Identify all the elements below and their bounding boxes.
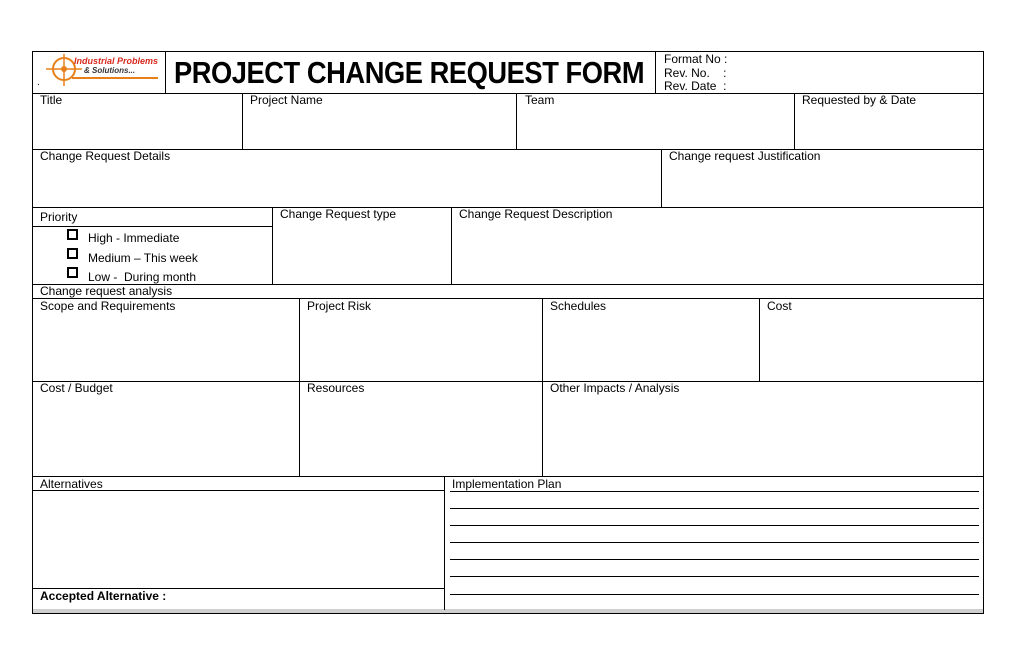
title-field-label: Title <box>40 93 63 107</box>
format-no-label: Format No : <box>664 52 728 66</box>
request-description-label: Change Request Description <box>459 207 613 221</box>
requested-by-label: Requested by & Date <box>802 93 917 107</box>
cost-budget-label: Cost / Budget <box>40 381 113 395</box>
alternatives-label: Alternatives <box>40 477 103 491</box>
team-label: Team <box>525 93 555 107</box>
priority-high-label: High - Immediate <box>88 231 180 245</box>
priority-medium-checkbox[interactable] <box>67 248 78 259</box>
implementation-line <box>450 491 979 492</box>
accepted-alternative-label: Accepted Alternative : <box>40 589 167 603</box>
logo-line-1: Industrial Problems <box>74 56 159 66</box>
frame-top <box>32 51 984 52</box>
project-risk-label: Project Risk <box>307 299 372 313</box>
implementation-line <box>450 559 979 560</box>
other-impacts-label: Other Impacts / Analysis <box>550 381 680 395</box>
priority-label: Priority <box>40 210 78 224</box>
logo-dot: . <box>37 77 40 88</box>
project-name-label: Project Name <box>250 93 323 107</box>
analysis-heading: Change request analysis <box>40 284 173 298</box>
implementation-line <box>450 525 979 526</box>
frame-bottom <box>32 613 984 614</box>
rev-date-label: Rev. Date : <box>664 79 727 93</box>
implementation-plan-label: Implementation Plan <box>452 477 562 491</box>
resources-label: Resources <box>307 381 365 395</box>
implementation-line <box>450 594 979 595</box>
change-details-label: Change Request Details <box>40 149 171 163</box>
logo-line-2: & Solutions... <box>84 66 136 75</box>
cost-label: Cost <box>767 299 792 313</box>
frame-bottom-shade <box>33 609 983 613</box>
implementation-line <box>450 576 979 577</box>
justification-label: Change request Justification <box>669 149 821 163</box>
logo-orange-bar <box>72 77 158 79</box>
priority-medium-label: Medium – This week <box>88 251 198 265</box>
implementation-line <box>450 542 979 543</box>
request-type-label: Change Request type <box>280 207 397 221</box>
scope-label: Scope and Requirements <box>40 299 176 313</box>
priority-low-label: Low - During month <box>88 270 197 284</box>
frame-left <box>32 51 33 614</box>
form-title: PROJECT CHANGE REQUEST FORM <box>174 55 645 90</box>
implementation-line <box>450 508 979 509</box>
rev-no-label: Rev. No. : <box>664 66 727 80</box>
schedules-label: Schedules <box>550 299 607 313</box>
priority-low-checkbox[interactable] <box>67 267 78 278</box>
company-logo <box>36 54 162 90</box>
priority-high-checkbox[interactable] <box>67 229 78 240</box>
frame-right <box>983 51 984 614</box>
